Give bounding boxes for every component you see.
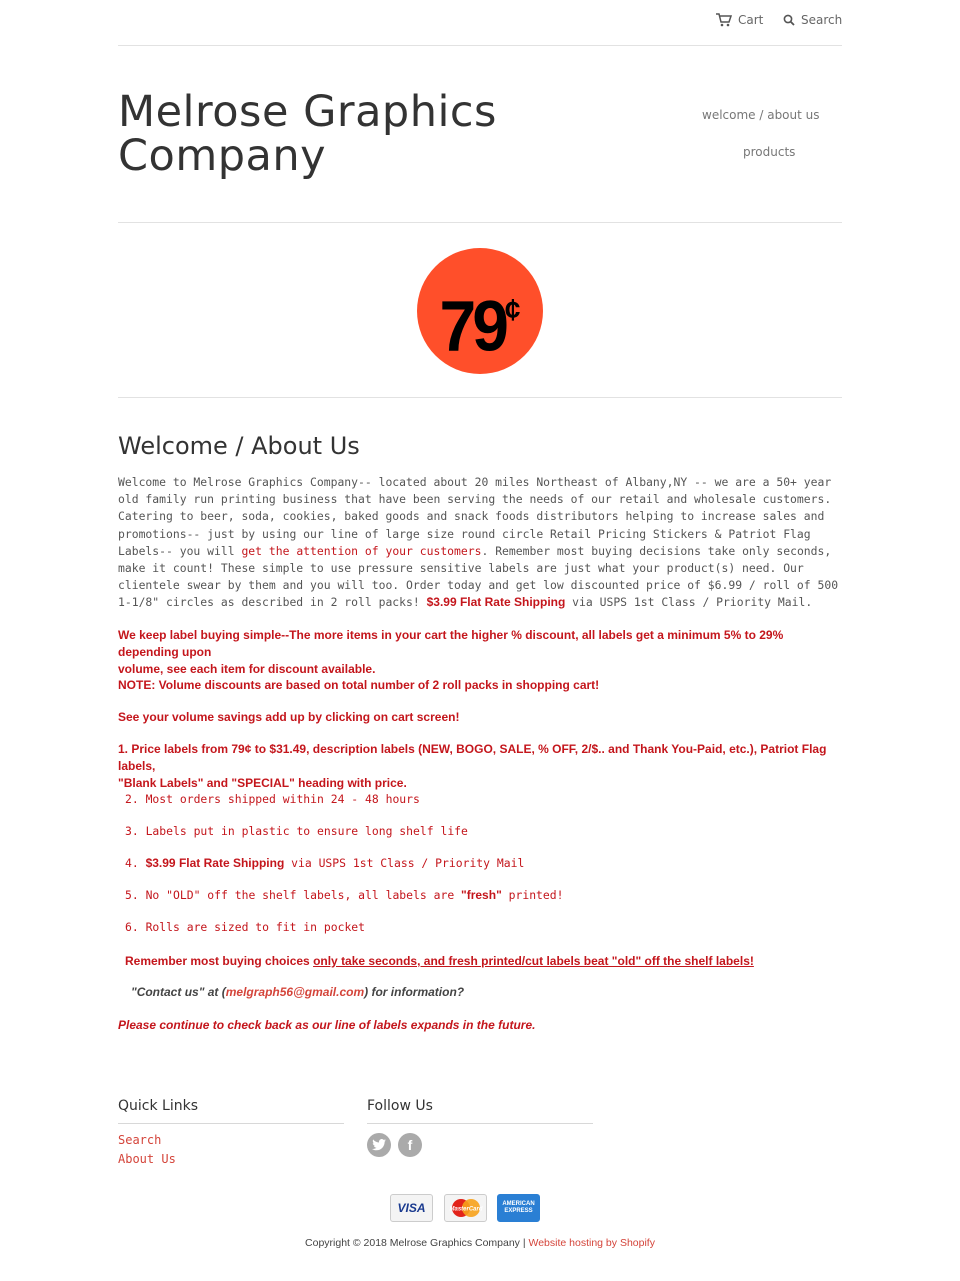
feature-text: printed! (501, 888, 564, 902)
mastercard-icon (444, 1194, 487, 1222)
site-title-line2: Company (118, 131, 327, 181)
discount-paragraph (118, 627, 842, 678)
intro-text: via USPS 1st Class / Priority Mail. (565, 595, 813, 610)
intro-line: clientele swear by them and you will too. Order today and get low discounted price of $6.99 / roll of 500 (118, 578, 839, 593)
quick-links-title: Quick Links (118, 1098, 199, 1114)
cart-label: Cart (738, 13, 764, 27)
nav-welcome-about[interactable]: welcome / about us (702, 108, 820, 122)
mastercard-label: MasterCard (448, 1206, 483, 1213)
copyright-text: Copyright © 2018 Melrose Graphics Company | (305, 1237, 529, 1249)
fresh-highlight: "fresh" (461, 888, 502, 902)
feature-line: "Blank Labels" and "SPECIAL" heading with price. (118, 776, 407, 790)
nav-products[interactable]: products (743, 145, 796, 159)
facebook-glyph: f (407, 1137, 413, 1153)
intro-line: old family run printing business that have been serving the needs of our retail and wholesale customers. (118, 492, 832, 507)
twitter-bird-icon (372, 1139, 386, 1151)
footer-link-about[interactable]: About Us (118, 1152, 176, 1166)
feature-item-3: 3. Labels put in plastic to ensure long shelf life (125, 824, 468, 838)
contact-text: "Contact us" at ( (131, 985, 226, 999)
feature-item-4 (125, 856, 849, 870)
feature-text: via USPS 1st Class / Priority Mail (284, 856, 525, 870)
visa-card-icon (390, 1194, 433, 1222)
facebook-icon[interactable] (398, 1133, 422, 1157)
feature-item-6: 6. Rolls are sized to fit in pocket (125, 920, 366, 934)
intro-paragraph (118, 474, 842, 612)
search-icon (783, 14, 795, 26)
cart-icon (716, 13, 732, 27)
price-cent: ¢ (504, 293, 521, 327)
top-bar (118, 0, 842, 46)
email-link[interactable]: melgraph56@gmail.com (225, 985, 365, 999)
discount-line: We keep label buying simple--The more items in your cart the higher % discount, all labels get a minimum 5% to 29% depending upon (118, 628, 784, 659)
attention-highlight: get the attention of your customers (241, 543, 482, 558)
site-title[interactable] (118, 87, 497, 181)
feature-text: 4. (125, 856, 146, 870)
price-sticker-image (417, 248, 543, 374)
amex-card-icon (497, 1194, 540, 1222)
contact-line (131, 985, 855, 999)
intro-text: 1-1/8" circles as described in 2 roll packs! (118, 595, 427, 610)
cart-link[interactable] (716, 13, 763, 27)
shipping-highlight: $3.99 Flat Rate Shipping (426, 595, 566, 610)
intro-line: Welcome to Melrose Graphics Company-- located about 20 miles Northeast of Albany,NY -- we are a 50+ year (118, 475, 832, 489)
contact-text: ) for information? (364, 985, 465, 999)
continue-note: Please continue to check back as our line of labels expands in the future. (118, 1018, 536, 1032)
search-label: Search (801, 13, 843, 27)
remember-note (125, 953, 849, 970)
remember-text: Remember most buying choices (125, 954, 314, 968)
amex-label: AMERICAN EXPRESS (502, 1201, 535, 1214)
volume-note: NOTE: Volume discounts are based on total number of 2 roll packs in shopping cart! (118, 678, 600, 692)
feature-text: 5. No "OLD" off the shelf labels, all labels are (125, 888, 462, 902)
intro-line: make it count! These simple to use pressure sensitive labels are just what your product(s) need. Our (118, 561, 804, 576)
visa-label: VISA (397, 1201, 426, 1215)
shopify-hosting-link[interactable]: Website hosting by Shopify (528, 1237, 655, 1249)
feature-item-2: 2. Most orders shipped within 24 - 48 hours (125, 792, 420, 806)
price-number: 79 (439, 285, 505, 366)
feature-item-1 (118, 741, 842, 792)
copyright-bar (0, 1237, 960, 1249)
hero-banner (118, 223, 842, 398)
feature-item-5 (125, 888, 849, 902)
remember-underline: only take seconds, and fresh printed/cut labels beat "old" off the shelf labels! (313, 954, 754, 968)
intro-line: promotions-- just by using our line of large size round circle Retail Pricing Stickers & Patriot Flag (118, 526, 811, 541)
shipping-highlight: $3.99 Flat Rate Shipping (145, 856, 285, 870)
feature-line: 1. Price labels from 79¢ to $31.49, description labels (NEW, BOGO, SALE, % OFF, 2/$.. and Thank You-Paid, etc.), Patriot Flag labels, (118, 742, 827, 773)
follow-us-title: Follow Us (367, 1098, 433, 1114)
footer-link-search[interactable]: Search (118, 1133, 162, 1147)
intro-line (118, 594, 842, 611)
follow-us-header (367, 1098, 593, 1124)
intro-text: . Remember most buying decisions take only seconds, (481, 543, 832, 558)
site-title-line1: Melrose Graphics (118, 87, 497, 137)
site-header (118, 46, 842, 223)
discount-line: volume, see each item for discount available. (118, 662, 376, 676)
search-link[interactable] (783, 13, 842, 27)
twitter-icon[interactable] (367, 1133, 391, 1157)
savings-note: See your volume savings add up by clicking on cart screen! (118, 710, 460, 724)
page-title: Welcome / About Us (118, 432, 360, 460)
quick-links-header (118, 1098, 344, 1124)
intro-line: Catering to beer, soda, cookies, baked goods and snack foods distributors helping to increase sales and (118, 509, 825, 524)
price-sticker-text (417, 242, 543, 393)
intro-line (118, 543, 842, 560)
intro-text: Labels-- you will (118, 543, 242, 558)
mastercard-circles-icon (449, 1198, 483, 1218)
